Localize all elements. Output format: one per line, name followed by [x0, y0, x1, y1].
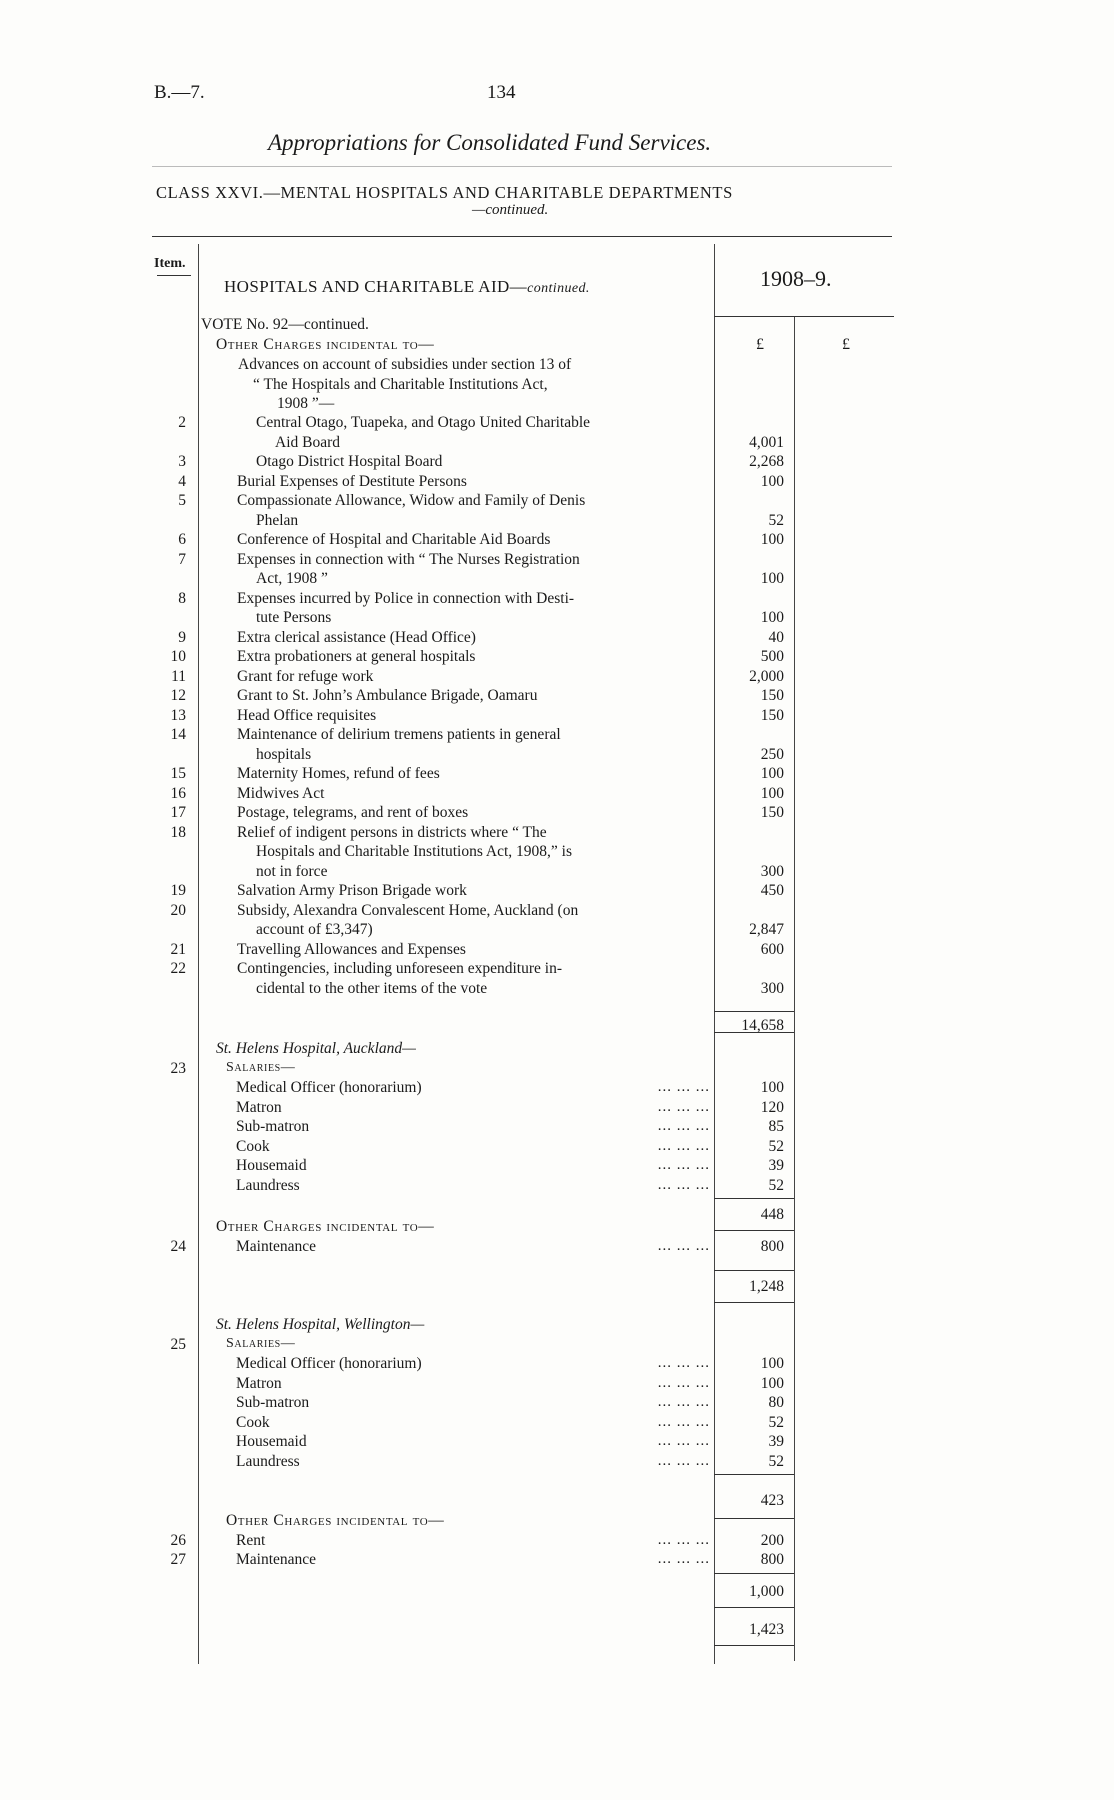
item-amount: 150: [760, 687, 784, 704]
item-description-line: not in force: [256, 862, 328, 880]
salaries-total: 448: [760, 1206, 784, 1223]
dot-leader: ... ... ...: [657, 1137, 710, 1154]
dot-leader: ... ... ...: [657, 1413, 710, 1430]
vote-subtotal: 14,658: [741, 1017, 784, 1034]
hospital-heading: St. Helens Hospital, Wellington—: [216, 1316, 425, 1333]
class-heading: CLASS XXVI.—MENTAL HOSPITALS AND CHARITABLE DEPARTMENTS: [156, 183, 733, 202]
dot-leader: ... ... ...: [657, 1551, 710, 1567]
item-number: 24: [170, 1237, 186, 1255]
document-reference: B.—7.: [154, 82, 205, 103]
subtotal-rule: [714, 1011, 794, 1012]
amount-column-right-rule: [794, 316, 795, 1661]
item-amount: 40: [768, 628, 784, 646]
salary-label: Sub-matron: [236, 1394, 310, 1411]
item-number: 4: [178, 472, 186, 490]
item-description-line: Burial Expenses of Destitute Persons: [237, 472, 467, 490]
section-heading-text: HOSPITALS AND CHARITABLE AID—: [224, 277, 528, 296]
section-total-rule: [714, 1270, 794, 1271]
item-number: 12: [170, 687, 186, 704]
section-heading-continued: continued.: [527, 281, 590, 296]
item-description-line: Expenses in connection with “ The Nurses Registration: [237, 550, 580, 568]
salary-label: Cook: [236, 1137, 270, 1155]
salary-amount: 52: [768, 1413, 784, 1431]
item-number: 23: [170, 1059, 186, 1077]
dot-leader: ... ... ...: [657, 1355, 710, 1371]
item-amount: 100: [760, 765, 784, 782]
item-description-line: Contingencies, including unforeseen expenditure in-: [237, 960, 562, 977]
other-charges-total: 1,000: [749, 1582, 784, 1600]
item-number: 17: [170, 804, 186, 821]
item-description-line: tute Persons: [256, 609, 332, 626]
salary-label: Housemaid: [236, 1433, 307, 1450]
dot-leader: ... ... ...: [657, 1452, 710, 1469]
other-charges-rule: [714, 1518, 794, 1519]
salary-amount: 80: [768, 1394, 784, 1411]
item-number: 18: [170, 823, 186, 841]
salaries-total-rule: [714, 1230, 794, 1231]
item-number: 13: [170, 706, 186, 724]
salary-label: Sub-matron: [236, 1118, 310, 1135]
item-description-line: Maternity Homes, refund of fees: [237, 765, 440, 782]
salaries-total: 423: [760, 1492, 784, 1509]
item-description-line: Compassionate Allowance, Widow and Family of Denis: [237, 492, 586, 509]
item-amount: 150: [760, 706, 784, 724]
salary-amount: 100: [760, 1374, 784, 1392]
item-amount: 100: [760, 609, 784, 626]
page-number: 134: [487, 82, 516, 103]
item-number: 25: [170, 1335, 186, 1353]
dot-leader: ... ... ...: [657, 1079, 710, 1095]
item-number: 11: [171, 667, 186, 685]
item-description-line: Maintenance of delirium tremens patients in general: [237, 726, 561, 743]
salary-amount: 100: [760, 1355, 784, 1372]
salary-label: Laundress: [236, 1452, 300, 1470]
item-number: 7: [178, 550, 186, 568]
item-amount: 300: [760, 979, 784, 997]
page-title: Appropriations for Consolidated Fund Services.: [268, 130, 712, 155]
item-number: 6: [178, 531, 186, 548]
other-charges-heading: Other Charges incidental to—: [216, 336, 435, 353]
salary-amount: 52: [768, 1176, 784, 1194]
salaries-total-rule: [714, 1198, 794, 1199]
item-description-line: Salvation Army Prison Brigade work: [237, 882, 467, 899]
other-total-rule: [714, 1573, 794, 1574]
dot-leader: ... ... ...: [657, 1374, 710, 1391]
salary-amount: 100: [760, 1079, 784, 1096]
item-description-line: Extra clerical assistance (Head Office): [237, 628, 476, 646]
item-description-line: Subsidy, Alexandra Convalescent Home, Auckland (on: [237, 901, 579, 919]
item-number: 10: [170, 648, 186, 665]
dot-leader: ... ... ...: [657, 1433, 710, 1449]
item-description-line: cidental to the other items of the vote: [256, 979, 488, 997]
item-number: 21: [170, 940, 186, 958]
item-number: 9: [178, 628, 186, 646]
dot-leader: ... ... ...: [657, 1531, 710, 1548]
other-charge-amount: 800: [760, 1551, 784, 1568]
subtotal-rule: [714, 1032, 794, 1033]
item-number: 3: [178, 453, 186, 470]
item-number: 16: [170, 784, 186, 802]
salary-label: Cook: [236, 1413, 270, 1431]
item-number: 22: [170, 960, 186, 977]
item-description-line: Travelling Allowances and Expenses: [237, 940, 466, 958]
title-rule: [152, 166, 892, 167]
item-amount: 600: [760, 940, 784, 958]
item-amount: 100: [760, 784, 784, 802]
salaries-total-rule: [714, 1474, 794, 1475]
class-heading-continued: —continued.: [472, 202, 549, 218]
item-amount: 500: [760, 648, 784, 665]
item-description-line: Expenses incurred by Police in connection with Desti-: [237, 589, 575, 607]
item-description-line: Midwives Act: [237, 784, 325, 802]
item-amount: 450: [760, 882, 784, 899]
dot-leader: ... ... ...: [657, 1118, 710, 1134]
item-description-line: Relief of indigent persons in districts where “ The: [237, 823, 547, 841]
salary-label: Laundress: [236, 1176, 300, 1194]
salaries-heading: Salaries—: [226, 1059, 296, 1075]
section-total-rule: [714, 1607, 794, 1608]
salary-label: Housemaid: [236, 1157, 307, 1174]
item-description-line: Grant for refuge work: [237, 667, 374, 685]
salaries-heading: Salaries—: [226, 1335, 296, 1351]
maintenance-label: Maintenance: [236, 1237, 317, 1255]
item-header-dash: [157, 275, 191, 276]
item-number: 19: [170, 882, 186, 899]
item-number: 14: [170, 726, 186, 743]
item-amount: 2,000: [749, 667, 784, 685]
section-total-rule: [714, 1645, 794, 1646]
table-top-rule: [152, 236, 892, 237]
salary-label: Matron: [236, 1374, 282, 1392]
item-number: 5: [178, 492, 186, 509]
item-number: 8: [178, 589, 186, 607]
other-charge-label: Rent: [236, 1531, 266, 1549]
item-description-line: Phelan: [256, 511, 299, 529]
salary-label: Medical Officer (honorarium): [236, 1079, 422, 1096]
item-description-line: Extra probationers at general hospitals: [237, 648, 476, 665]
item-description-line: Head Office requisites: [237, 706, 377, 724]
year-header-rule: [714, 316, 894, 317]
item-amount: 2,268: [749, 453, 784, 470]
auckland-total: 1,248: [749, 1278, 784, 1295]
item-description-line: Act, 1908 ”: [256, 570, 328, 587]
dot-leader: ... ... ...: [657, 1237, 710, 1254]
item-amount: 250: [760, 745, 784, 763]
item-column-header: Item.: [154, 256, 186, 271]
item-description-line: Central Otago, Tuapeka, and Otago United Charitable: [256, 414, 591, 431]
item-amount: 100: [760, 531, 784, 548]
year-header: 1908–9.: [760, 266, 832, 291]
item-amount: 150: [760, 804, 784, 821]
maintenance-amount: 800: [760, 1237, 784, 1255]
salary-amount: 39: [768, 1433, 784, 1450]
item-description-line: hospitals: [256, 745, 312, 763]
item-number: 15: [170, 765, 186, 782]
dot-leader: ... ... ...: [657, 1176, 710, 1193]
advances-text-line: “ The Hospitals and Charitable Institutions Act,: [253, 375, 548, 393]
item-description-line: Grant to St. John’s Ambulance Brigade, Oamaru: [237, 687, 538, 704]
salary-label: Medical Officer (honorarium): [236, 1355, 422, 1372]
salary-amount: 52: [768, 1452, 784, 1470]
dot-leader: ... ... ...: [657, 1157, 710, 1173]
other-charge-amount: 200: [760, 1531, 784, 1549]
item-amount: 300: [760, 862, 784, 880]
item-number: 26: [170, 1531, 186, 1549]
advances-text-line: 1908 ”—: [277, 395, 335, 412]
wellington-total: 1,423: [749, 1620, 784, 1638]
item-amount: 4,001: [749, 433, 784, 451]
salary-amount: 120: [760, 1098, 784, 1116]
salary-amount: 52: [768, 1137, 784, 1155]
item-amount: 100: [760, 472, 784, 490]
dot-leader: ... ... ...: [657, 1394, 710, 1410]
item-number: 2: [178, 414, 186, 431]
other-charges-heading: Other Charges incidental to—: [216, 1218, 435, 1235]
item-description-line: Otago District Hospital Board: [256, 453, 443, 470]
salary-amount: 85: [768, 1118, 784, 1135]
section-heading: [224, 277, 590, 297]
item-description-line: Hospitals and Charitable Institutions Act, 1908,” is: [256, 843, 572, 860]
item-amount: 52: [768, 511, 784, 529]
item-column-divider: [198, 244, 199, 1664]
item-amount: 100: [760, 570, 784, 587]
hospital-heading: St. Helens Hospital, Auckland—: [216, 1040, 416, 1057]
item-number: 27: [170, 1551, 186, 1568]
vote-heading: VOTE No. 92—continued.: [201, 316, 369, 333]
item-description-line: account of £3,347): [256, 921, 373, 938]
dot-leader: ... ... ...: [657, 1098, 710, 1115]
salary-amount: 39: [768, 1157, 784, 1174]
item-description-line: Aid Board: [275, 433, 341, 451]
section-total-rule: [714, 1302, 794, 1303]
advances-text-line: Advances on account of subsidies under section 13 of: [238, 356, 572, 373]
item-description-line: Postage, telegrams, and rent of boxes: [237, 804, 469, 821]
pound-sign-column-1: £: [756, 336, 764, 353]
salary-label: Matron: [236, 1098, 282, 1116]
item-amount: 2,847: [749, 921, 784, 938]
other-charge-label: Maintenance: [236, 1551, 317, 1568]
pound-sign-column-2: £: [842, 336, 850, 353]
item-description-line: Conference of Hospital and Charitable Aid Boards: [237, 531, 551, 548]
other-charges-heading: Other Charges incidental to—: [226, 1512, 445, 1529]
item-number: 20: [170, 901, 186, 919]
